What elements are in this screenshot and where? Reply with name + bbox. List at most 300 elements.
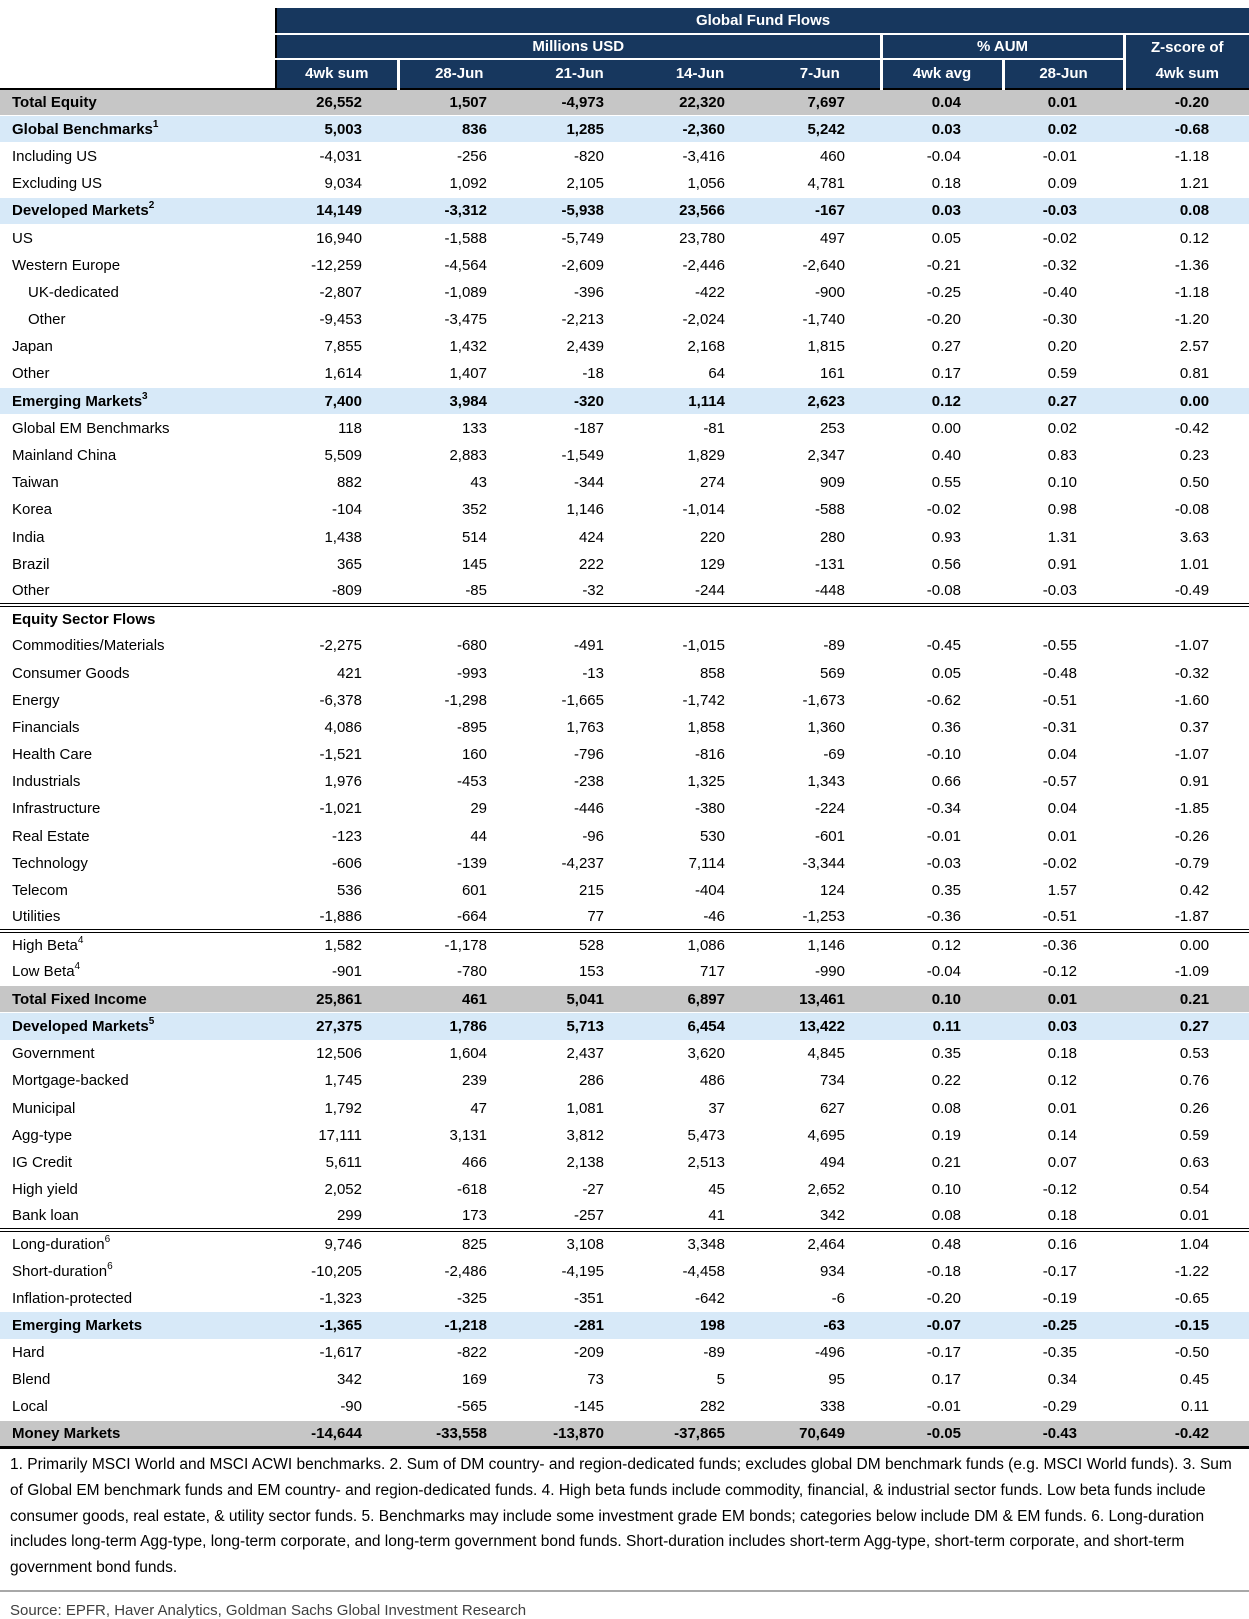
cell-value: -642	[640, 1285, 760, 1312]
cell-value: 0.21	[881, 1149, 1003, 1176]
cell-value: -2,486	[398, 1258, 519, 1285]
row-label: US	[0, 224, 276, 251]
table-row	[0, 469, 1249, 496]
cell-value: 1,432	[398, 333, 519, 360]
cell-value: 0.37	[1124, 714, 1249, 741]
cell-value: 5	[640, 1366, 760, 1393]
cell-value: 198	[640, 1312, 760, 1339]
col-header-7-jun: 7-Jun	[760, 59, 881, 88]
cell-value: 0.20	[1003, 333, 1124, 360]
cell-value: 0.98	[1003, 496, 1124, 523]
cell-value: 1,507	[398, 89, 519, 116]
cell-value: 0.34	[1003, 1366, 1124, 1393]
table-row	[0, 116, 1249, 143]
cell-value: 0.56	[881, 551, 1003, 578]
cell-value: 2,052	[276, 1176, 398, 1203]
cell-value: -0.04	[881, 959, 1003, 986]
cell-value: 0.66	[881, 768, 1003, 795]
cell-value: 1,976	[276, 768, 398, 795]
cell-value: -0.62	[881, 687, 1003, 714]
cell-value: 145	[398, 551, 519, 578]
cell-value: 858	[640, 659, 760, 686]
cell-value: 1,086	[640, 931, 760, 958]
cell-value: 365	[276, 551, 398, 578]
cell-value: 934	[760, 1258, 881, 1285]
row-label: Energy	[0, 687, 276, 714]
cell-value: -1,218	[398, 1312, 519, 1339]
cell-value: 118	[276, 415, 398, 442]
table-row	[0, 524, 1249, 551]
cell-value: 0.03	[881, 197, 1003, 224]
cell-value: 0.01	[1003, 823, 1124, 850]
cell-value: -5,749	[519, 224, 640, 251]
cell-value: 0.45	[1124, 1366, 1249, 1393]
cell-value: 466	[398, 1149, 519, 1176]
table-row	[0, 252, 1249, 279]
cell-value: -209	[519, 1339, 640, 1366]
cell-value: 1,092	[398, 170, 519, 197]
table-row	[0, 1122, 1249, 1149]
table-row	[0, 1394, 1249, 1421]
cell-value: 0.01	[1003, 89, 1124, 116]
cell-value: -1.87	[1124, 904, 1249, 931]
table-row	[0, 959, 1249, 986]
table-body	[0, 89, 1249, 1448]
cell-value: 0.04	[1003, 741, 1124, 768]
cell-value: 124	[760, 877, 881, 904]
row-label: Blend	[0, 1366, 276, 1393]
cell-value: 717	[640, 959, 760, 986]
cell-value: -0.32	[1124, 659, 1249, 686]
row-label: Commodities/Materials	[0, 632, 276, 659]
cell-value: -780	[398, 959, 519, 986]
row-label: Emerging Markets$^3$	[0, 388, 276, 415]
cell-value: 0.91	[1124, 768, 1249, 795]
cell-value: -0.01	[881, 823, 1003, 850]
cell-value: -0.65	[1124, 1285, 1249, 1312]
cell-value: -131	[760, 551, 881, 578]
cell-value: -0.48	[1003, 659, 1124, 686]
cell-value: -123	[276, 823, 398, 850]
cell-value: -1,521	[276, 741, 398, 768]
row-label: Including US	[0, 143, 276, 170]
table-row	[0, 1230, 1249, 1257]
cell-value: 0.63	[1124, 1149, 1249, 1176]
cell-value	[760, 605, 881, 632]
table-row	[0, 1203, 1249, 1230]
row-label: High yield	[0, 1176, 276, 1203]
table-row	[0, 415, 1249, 442]
cell-value: -396	[519, 279, 640, 306]
cell-value: -796	[519, 741, 640, 768]
cell-value: 0.10	[881, 986, 1003, 1013]
cell-value: 64	[640, 360, 760, 387]
cell-value: -448	[760, 578, 881, 605]
table-row	[0, 931, 1249, 958]
table-row	[0, 279, 1249, 306]
cell-value: 3,348	[640, 1230, 760, 1257]
cell-value: 1,343	[760, 768, 881, 795]
cell-value: -37,865	[640, 1421, 760, 1448]
cell-value: 1,146	[760, 931, 881, 958]
table-row	[0, 605, 1249, 632]
row-label: Consumer Goods	[0, 659, 276, 686]
cell-value: -809	[276, 578, 398, 605]
table-row	[0, 551, 1249, 578]
cell-value: 0.35	[881, 877, 1003, 904]
cell-value: -0.10	[881, 741, 1003, 768]
row-label: Real Estate	[0, 823, 276, 850]
cell-value: 29	[398, 795, 519, 822]
cell-value	[881, 605, 1003, 632]
cell-value: -0.36	[1003, 931, 1124, 958]
row-label: Agg-type	[0, 1122, 276, 1149]
cell-value: -0.03	[1003, 578, 1124, 605]
cell-value: 1,582	[276, 931, 398, 958]
cell-value: -281	[519, 1312, 640, 1339]
zscore-line1: Z-score of	[1126, 35, 1249, 61]
cell-value: 2,652	[760, 1176, 881, 1203]
cell-value: -2,275	[276, 632, 398, 659]
cell-value: 215	[519, 877, 640, 904]
cell-value: -0.50	[1124, 1339, 1249, 1366]
cell-value: -0.30	[1003, 306, 1124, 333]
cell-value: -1,549	[519, 442, 640, 469]
cell-value: -325	[398, 1285, 519, 1312]
cell-value: 6,897	[640, 986, 760, 1013]
cell-value: 0.11	[881, 1013, 1003, 1040]
cell-value: 2.57	[1124, 333, 1249, 360]
cell-value: 43	[398, 469, 519, 496]
cell-value: -0.02	[1003, 850, 1124, 877]
cell-value: 161	[760, 360, 881, 387]
cell-value: -0.20	[881, 306, 1003, 333]
cell-value: -4,195	[519, 1258, 640, 1285]
cell-value: -816	[640, 741, 760, 768]
table-row	[0, 224, 1249, 251]
cell-value: -993	[398, 659, 519, 686]
table-row	[0, 1040, 1249, 1067]
cell-value: 0.23	[1124, 442, 1249, 469]
table-row	[0, 1094, 1249, 1121]
footnote-ref: 5	[149, 1016, 155, 1027]
cell-value: 0.04	[1003, 795, 1124, 822]
table-row	[0, 197, 1249, 224]
cell-value: 5,473	[640, 1122, 760, 1149]
cell-value: -18	[519, 360, 640, 387]
table-row	[0, 442, 1249, 469]
source-line: Source: EPFR, Haver Analytics, Goldman Sachs Global Investment Research	[10, 1602, 1249, 1619]
cell-value: 1,792	[276, 1094, 398, 1121]
cell-value: 2,439	[519, 333, 640, 360]
corner-cell	[0, 8, 276, 89]
footnote-ref: 6	[107, 1261, 113, 1272]
cell-value: 2,105	[519, 170, 640, 197]
cell-value: -5,938	[519, 197, 640, 224]
cell-value: 173	[398, 1203, 519, 1230]
cell-value: -901	[276, 959, 398, 986]
cell-value: -0.17	[1003, 1258, 1124, 1285]
cell-value: 0.14	[1003, 1122, 1124, 1149]
row-label: Brazil	[0, 551, 276, 578]
cell-value: -3,312	[398, 197, 519, 224]
group-millions-usd: Millions USD	[276, 34, 881, 59]
table-row	[0, 877, 1249, 904]
cell-value: -0.68	[1124, 116, 1249, 143]
cell-value: 352	[398, 496, 519, 523]
cell-value: 0.08	[881, 1094, 1003, 1121]
cell-value: 0.93	[881, 524, 1003, 551]
cell-value: 0.53	[1124, 1040, 1249, 1067]
table-row	[0, 1149, 1249, 1176]
cell-value: -0.08	[1124, 496, 1249, 523]
cell-value: 421	[276, 659, 398, 686]
table-row	[0, 1067, 1249, 1094]
cell-value: -1,253	[760, 904, 881, 931]
divider	[0, 1590, 1249, 1592]
cell-value: 0.91	[1003, 551, 1124, 578]
cell-value: -0.17	[881, 1339, 1003, 1366]
row-label: Developed Markets$^5$	[0, 1013, 276, 1040]
cell-value: 17,111	[276, 1122, 398, 1149]
cell-value: 569	[760, 659, 881, 686]
row-label: Short-duration$^6$	[0, 1258, 276, 1285]
cell-value: -33,558	[398, 1421, 519, 1448]
cell-value: 0.05	[881, 224, 1003, 251]
cell-value: -0.18	[881, 1258, 1003, 1285]
row-label: Japan	[0, 333, 276, 360]
cell-value: 1.31	[1003, 524, 1124, 551]
cell-value: -1,665	[519, 687, 640, 714]
table-row	[0, 333, 1249, 360]
cell-value: -1,742	[640, 687, 760, 714]
cell-value	[1003, 605, 1124, 632]
table-row	[0, 823, 1249, 850]
cell-value: -4,237	[519, 850, 640, 877]
table-row	[0, 659, 1249, 686]
table-row	[0, 768, 1249, 795]
cell-value: -0.21	[881, 252, 1003, 279]
cell-value: 338	[760, 1394, 881, 1421]
cell-value: 2,513	[640, 1149, 760, 1176]
cell-value: 95	[760, 1366, 881, 1393]
cell-value: -0.25	[881, 279, 1003, 306]
cell-value: 494	[760, 1149, 881, 1176]
cell-value: -0.19	[1003, 1285, 1124, 1312]
footnote-ref: 1	[153, 119, 159, 130]
cell-value: -139	[398, 850, 519, 877]
cell-value: 0.03	[1003, 1013, 1124, 1040]
cell-value: 25,861	[276, 986, 398, 1013]
cell-value: -453	[398, 768, 519, 795]
cell-value: -0.02	[881, 496, 1003, 523]
cell-value: 3,812	[519, 1122, 640, 1149]
cell-value: 286	[519, 1067, 640, 1094]
cell-value: -10,205	[276, 1258, 398, 1285]
cell-value: -618	[398, 1176, 519, 1203]
cell-value: 0.27	[1124, 1013, 1249, 1040]
cell-value: 274	[640, 469, 760, 496]
cell-value: 1,438	[276, 524, 398, 551]
cell-value: -0.04	[881, 143, 1003, 170]
cell-value: -46	[640, 904, 760, 931]
table-row	[0, 632, 1249, 659]
row-label: Korea	[0, 496, 276, 523]
cell-value: -14,644	[276, 1421, 398, 1448]
cell-value: 0.05	[881, 659, 1003, 686]
cell-value	[398, 605, 519, 632]
cell-value: -1.07	[1124, 741, 1249, 768]
cell-value: -1,323	[276, 1285, 398, 1312]
cell-value: -0.12	[1003, 959, 1124, 986]
cell-value: 2,347	[760, 442, 881, 469]
cell-value: 627	[760, 1094, 881, 1121]
col-header-4wk-avg: 4wk avg	[881, 59, 1003, 88]
cell-value: 1,815	[760, 333, 881, 360]
cell-value: 1,858	[640, 714, 760, 741]
row-label: UK-dedicated	[0, 279, 276, 306]
cell-value: -0.05	[881, 1421, 1003, 1448]
footnotes: 1. Primarily MSCI World and MSCI ACWI benchmarks. 2. Sum of DM country- and region-dedicated funds; excludes global DM benchmark funds (e.g. MSCI World funds). 3. Sum of Global EM benchmark funds and EM country- and region-dedicated funds. 4. High beta funds include commodity, financial, & industrial sector funds. Low beta funds include consumer goods, real estate, & utility sector funds. 5. Benchmarks may include some investment grade EM bonds; categories below include DM & EM funds. 6. Long-duration includes long-term Agg-type, long-term corporate, and long-term government bond funds. Short-duration includes short-term Agg-type, short-term corporate, and short-term government bond funds.	[10, 1452, 1245, 1580]
cell-value: -104	[276, 496, 398, 523]
row-label: Government	[0, 1040, 276, 1067]
cell-value: -257	[519, 1203, 640, 1230]
cell-value: -491	[519, 632, 640, 659]
cell-value: 0.22	[881, 1067, 1003, 1094]
cell-value: -32	[519, 578, 640, 605]
cell-value: 486	[640, 1067, 760, 1094]
cell-value: -0.51	[1003, 687, 1124, 714]
cell-value: 7,855	[276, 333, 398, 360]
table-row	[0, 1339, 1249, 1366]
cell-value: -496	[760, 1339, 881, 1366]
cell-value: 0.21	[1124, 986, 1249, 1013]
cell-value: -1.18	[1124, 279, 1249, 306]
cell-value: 0.09	[1003, 170, 1124, 197]
cell-value: -3,416	[640, 143, 760, 170]
cell-value: 497	[760, 224, 881, 251]
cell-value: -1,178	[398, 931, 519, 958]
table-row	[0, 714, 1249, 741]
cell-value: 528	[519, 931, 640, 958]
cell-value: -380	[640, 795, 760, 822]
cell-value: 16,940	[276, 224, 398, 251]
row-label: Industrials	[0, 768, 276, 795]
table-row	[0, 687, 1249, 714]
table-row	[0, 1366, 1249, 1393]
cell-value: 0.08	[881, 1203, 1003, 1230]
cell-value: -2,024	[640, 306, 760, 333]
cell-value: -1.22	[1124, 1258, 1249, 1285]
cell-value: 22,320	[640, 89, 760, 116]
cell-value: -0.49	[1124, 578, 1249, 605]
cell-value: -89	[640, 1339, 760, 1366]
cell-value: 0.12	[881, 931, 1003, 958]
table-row	[0, 741, 1249, 768]
cell-value: -0.31	[1003, 714, 1124, 741]
cell-value: -900	[760, 279, 881, 306]
cell-value: 7,114	[640, 850, 760, 877]
group-pct-aum: % AUM	[881, 34, 1124, 59]
cell-value: -167	[760, 197, 881, 224]
cell-value: -63	[760, 1312, 881, 1339]
cell-value: 1,614	[276, 360, 398, 387]
cell-value: -0.45	[881, 632, 1003, 659]
col-header-zscore	[1124, 34, 1249, 89]
cell-value: 5,003	[276, 116, 398, 143]
cell-value: -4,031	[276, 143, 398, 170]
cell-value: 0.07	[1003, 1149, 1124, 1176]
table-row	[0, 360, 1249, 387]
table-header	[0, 8, 1249, 89]
row-label: High Beta$^4$	[0, 931, 276, 958]
cell-value: -1.60	[1124, 687, 1249, 714]
table-row	[0, 1258, 1249, 1285]
cell-value: 0.12	[881, 388, 1003, 415]
cell-value: 2,437	[519, 1040, 640, 1067]
cell-value: -0.32	[1003, 252, 1124, 279]
cell-value: -0.08	[881, 578, 1003, 605]
cell-value: 14,149	[276, 197, 398, 224]
col-header-21-jun: 21-Jun	[519, 59, 640, 88]
cell-value: 0.10	[1003, 469, 1124, 496]
cell-value: -2,807	[276, 279, 398, 306]
cell-value: 0.01	[1003, 986, 1124, 1013]
cell-value: 0.27	[1003, 388, 1124, 415]
cell-value: 0.01	[1003, 1094, 1124, 1121]
cell-value: 2,138	[519, 1149, 640, 1176]
cell-value: 44	[398, 823, 519, 850]
cell-value: 0.18	[1003, 1040, 1124, 1067]
cell-value: -4,973	[519, 89, 640, 116]
cell-value: 13,461	[760, 986, 881, 1013]
col-header-4wk-sum: 4wk sum	[276, 59, 398, 88]
cell-value: -0.12	[1003, 1176, 1124, 1203]
cell-value: 0.48	[881, 1230, 1003, 1257]
row-label: Other	[0, 578, 276, 605]
row-label: Equity Sector Flows	[0, 605, 276, 632]
cell-value: 734	[760, 1067, 881, 1094]
cell-value: 909	[760, 469, 881, 496]
row-label: Total Fixed Income	[0, 986, 276, 1013]
cell-value: 882	[276, 469, 398, 496]
col-header-14-jun: 14-Jun	[640, 59, 760, 88]
cell-value: -81	[640, 415, 760, 442]
cell-value: 3,620	[640, 1040, 760, 1067]
cell-value: -1,617	[276, 1339, 398, 1366]
cell-value: 0.00	[1124, 388, 1249, 415]
cell-value	[640, 605, 760, 632]
cell-value: 4,781	[760, 170, 881, 197]
cell-value: -96	[519, 823, 640, 850]
table-row	[0, 1312, 1249, 1339]
cell-value: -2,609	[519, 252, 640, 279]
cell-value: -1,365	[276, 1312, 398, 1339]
cell-value: -0.35	[1003, 1339, 1124, 1366]
cell-value: -27	[519, 1176, 640, 1203]
cell-value: 45	[640, 1176, 760, 1203]
cell-value: 1,786	[398, 1013, 519, 1040]
cell-value: -1,588	[398, 224, 519, 251]
cell-value: -85	[398, 578, 519, 605]
row-label: Health Care	[0, 741, 276, 768]
cell-value: 4,695	[760, 1122, 881, 1149]
cell-value: 3,108	[519, 1230, 640, 1257]
table-title: Global Fund Flows	[276, 8, 1249, 34]
table-row	[0, 1285, 1249, 1312]
cell-value: 0.50	[1124, 469, 1249, 496]
cell-value: 2,168	[640, 333, 760, 360]
